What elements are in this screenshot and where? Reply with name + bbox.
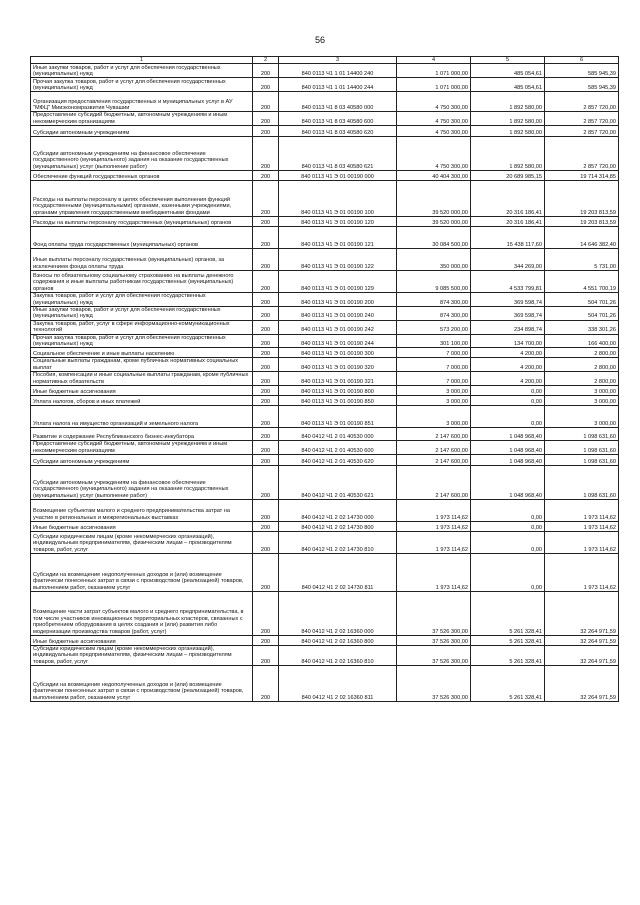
table-row xyxy=(31,635,619,645)
row-col5: 1 892 580,00 xyxy=(471,126,545,137)
row-col6: 14 646 382,40 xyxy=(545,227,619,249)
row-col5: 1 892 580,00 xyxy=(471,92,545,112)
row-name: Закупка товаров, работ, услуг в сфере информационно-коммуникационных технологий xyxy=(31,320,253,334)
row-col6: 585 945,39 xyxy=(545,64,619,78)
row-col4: 9 085 500,00 xyxy=(397,271,471,293)
row-col6: 2 857 720,00 xyxy=(545,126,619,137)
row-col4: 7 000,00 xyxy=(397,372,471,386)
row-name: Субсидии на возмещение недополученных доходов и (или) возмещение фактически понесенных затрат в связи с производством (реализацией) товаров, выполнением работ, оказанием услуг xyxy=(31,666,253,702)
row-col4: 4 750 300,00 xyxy=(397,92,471,112)
table-row xyxy=(31,217,619,227)
row-name: Пособия, компенсации и иные социальные выплаты гражданам, кроме публичных нормативных обязательств xyxy=(31,372,253,386)
row-code: 840 0412 Ч1 2 01 40530 620 xyxy=(279,454,397,465)
table-row xyxy=(31,428,619,441)
row-col2: 200 xyxy=(253,112,279,126)
row-code: 840 0113 Ч1 Э 01 00190 320 xyxy=(279,358,397,372)
row-col5: 1 048 968,40 xyxy=(471,454,545,465)
row-col6: 3 000,00 xyxy=(545,386,619,396)
column-header-1: 1 xyxy=(31,57,253,64)
column-header-3: 3 xyxy=(279,57,397,64)
row-col5: 20 689 985,15 xyxy=(471,171,545,181)
row-col5: 1 892 580,00 xyxy=(471,137,545,171)
row-col6: 1 098 631,60 xyxy=(545,454,619,465)
row-name: Социальное обеспечение и иные выплаты населению xyxy=(31,348,253,358)
row-code: 840 0412 Ч1 2 02 14730 000 xyxy=(279,499,397,521)
table-row xyxy=(31,406,619,428)
row-name: Субсидии на возмещение недополученных доходов и (или) возмещение фактически понесенных затрат в связи с производством (реализацией) товаров, выполнением работ, оказанием услуг xyxy=(31,553,253,591)
row-col4: 2 147 600,00 xyxy=(397,441,471,455)
row-col4: 4 750 300,00 xyxy=(397,112,471,126)
row-code: 840 0113 Ч1 Э 01 00190 122 xyxy=(279,249,397,271)
row-col6: 2 857 720,00 xyxy=(545,112,619,126)
row-col5: 4 200,00 xyxy=(471,348,545,358)
row-col6: 2 800,00 xyxy=(545,348,619,358)
row-col2: 200 xyxy=(253,307,279,321)
table-row xyxy=(31,137,619,171)
table-row xyxy=(31,348,619,358)
row-col6: 19 203 813,59 xyxy=(545,217,619,227)
row-col2: 200 xyxy=(253,78,279,92)
page-number: 56 xyxy=(314,35,325,45)
row-col2: 200 xyxy=(253,465,279,499)
row-col4: 2 147 600,00 xyxy=(397,428,471,441)
row-col6: 585 945,39 xyxy=(545,78,619,92)
row-col6: 504 701,26 xyxy=(545,307,619,321)
row-col6: 2 857 720,00 xyxy=(545,92,619,112)
row-col6: 2 800,00 xyxy=(545,372,619,386)
row-code: 840 0113 Ч1 8 03 40580 600 xyxy=(279,112,397,126)
row-col5: 20 316 186,41 xyxy=(471,181,545,217)
row-name: Прочая закупка товаров, работ и услуг для обеспечения государственных (муниципальных) нужд xyxy=(31,334,253,348)
row-col6: 1 973 114,62 xyxy=(545,499,619,521)
row-col2: 200 xyxy=(253,271,279,293)
row-col4: 30 084 500,00 xyxy=(397,227,471,249)
row-col5: 4 200,00 xyxy=(471,372,545,386)
row-col2: 200 xyxy=(253,92,279,112)
row-code: 840 0113 Ч1 Э 01 00190 300 xyxy=(279,348,397,358)
row-col5: 0,00 xyxy=(471,386,545,396)
row-code: 840 0113 Ч1 Э 01 00190 321 xyxy=(279,372,397,386)
row-col5: 234 898,74 xyxy=(471,320,545,334)
row-code: 840 0113 Ч1 Э 01 00190 100 xyxy=(279,181,397,217)
row-col5: 0,00 xyxy=(471,531,545,553)
table-header xyxy=(31,57,619,64)
row-code: 840 0412 Ч1 2 01 40530 000 xyxy=(279,428,397,441)
table-row xyxy=(31,499,619,521)
row-col4: 3 000,00 xyxy=(397,396,471,406)
table-row xyxy=(31,181,619,217)
table-row xyxy=(31,386,619,396)
row-name: Субсидии автономным учреждениям на финансовое обеспечение государственного (муниципального) задания на оказание государственных (муниципальных) услуг (выполнение работ) xyxy=(31,137,253,171)
row-col5: 344 269,00 xyxy=(471,249,545,271)
row-code: 840 0412 Ч1 2 01 40530 621 xyxy=(279,465,397,499)
row-col4: 7 000,00 xyxy=(397,348,471,358)
row-col5: 0,00 xyxy=(471,499,545,521)
row-name: Уплата налогов, сборов и иных платежей xyxy=(31,396,253,406)
row-col5: 15 438 117,60 xyxy=(471,227,545,249)
row-col4: 1 973 114,62 xyxy=(397,521,471,531)
row-code: 840 0412 Ч1 2 02 16360 810 xyxy=(279,645,397,665)
row-code: 840 0412 Ч1 2 02 16360 000 xyxy=(279,591,397,635)
row-col4: 1 973 114,62 xyxy=(397,553,471,591)
row-col6: 19 714 314,85 xyxy=(545,171,619,181)
column-header-4: 4 xyxy=(397,57,471,64)
row-col5: 1 048 968,40 xyxy=(471,428,545,441)
table-body xyxy=(31,64,619,702)
row-col5: 0,00 xyxy=(471,521,545,531)
row-name: Прочая закупка товаров, работ и услуг для обеспечения государственных (муниципальных) нужд xyxy=(31,78,253,92)
row-col2: 200 xyxy=(253,428,279,441)
row-col5: 1 048 968,40 xyxy=(471,465,545,499)
row-code: 840 0113 Ч1 Э 01 00190 242 xyxy=(279,320,397,334)
row-name: Иные закупки товаров, работ и услуг для обеспечения государственных (муниципальных) нужд xyxy=(31,307,253,321)
row-name: Иные бюджетные ассигнования xyxy=(31,521,253,531)
row-name: Предоставление субсидий бюджетным, автономным учреждениям и иным некоммерческим организациям xyxy=(31,112,253,126)
row-col4: 301 100,00 xyxy=(397,334,471,348)
table-row xyxy=(31,78,619,92)
row-col4: 3 000,00 xyxy=(397,386,471,396)
row-code: 840 0113 Ч1 1 01 14400 240 xyxy=(279,64,397,78)
row-col6: 32 264 971,59 xyxy=(545,666,619,702)
row-col2: 200 xyxy=(253,358,279,372)
row-code: 840 0113 Ч1 Э 01 00190 851 xyxy=(279,406,397,428)
table-row xyxy=(31,112,619,126)
row-col2: 200 xyxy=(253,320,279,334)
row-col6: 1 973 114,62 xyxy=(545,531,619,553)
row-col6: 1 973 114,62 xyxy=(545,521,619,531)
row-code: 840 0113 Ч1 Э 01 00190 000 xyxy=(279,171,397,181)
table-row xyxy=(31,92,619,112)
row-col4: 3 000,00 xyxy=(397,406,471,428)
row-code: 840 0113 Ч1 Э 01 00190 121 xyxy=(279,227,397,249)
row-col5: 20 316 186,41 xyxy=(471,217,545,227)
row-col2: 200 xyxy=(253,348,279,358)
row-name: Организация предоставления государственных и муниципальных услуг в АУ "МФЦ" Мииэкономразвития Чувашии xyxy=(31,92,253,112)
row-col4: 1 973 114,62 xyxy=(397,531,471,553)
row-col4: 40 404 300,00 xyxy=(397,171,471,181)
row-col4: 573 200,00 xyxy=(397,320,471,334)
row-col2: 200 xyxy=(253,591,279,635)
row-col5: 0,00 xyxy=(471,406,545,428)
row-col4: 2 147 600,00 xyxy=(397,454,471,465)
table-row xyxy=(31,591,619,635)
row-col6: 4 551 700,19 xyxy=(545,271,619,293)
row-col2: 200 xyxy=(253,645,279,665)
row-name: Субсидии автономным учреждениям на финансовое обеспечение государственного (муниципального) задания на оказание государственных (муниципальных) услуг (выполнение работ) xyxy=(31,465,253,499)
row-name: Иные бюджетные ассигнования xyxy=(31,386,253,396)
row-code: 840 0412 Ч1 2 02 14730 800 xyxy=(279,521,397,531)
column-header-5: 5 xyxy=(471,57,545,64)
row-code: 840 0412 Ч1 2 01 40530 600 xyxy=(279,441,397,455)
row-col4: 37 526 300,00 xyxy=(397,591,471,635)
row-name: Развитие и содержание Республиканского бизнес-инкубатора xyxy=(31,428,253,441)
row-col2: 200 xyxy=(253,227,279,249)
row-name: Возмещение части затрат субъектов малого и среднего предпринимательства, в том числе участников инновационных территориальных кластеров, связанных с приобретением оборудования в целях создания и (или) развития либо модернизации производства товаров (работ, услуг) xyxy=(31,591,253,635)
row-col6: 2 857 720,00 xyxy=(545,137,619,171)
row-code: 840 0113 Ч1 8 03 40580 620 xyxy=(279,126,397,137)
row-col2: 200 xyxy=(253,372,279,386)
row-col4: 350 000,00 xyxy=(397,249,471,271)
row-col2: 200 xyxy=(253,64,279,78)
row-col2: 200 xyxy=(253,553,279,591)
row-col5: 369 598,74 xyxy=(471,293,545,307)
budget-table xyxy=(30,56,619,702)
table-row xyxy=(31,334,619,348)
table-row xyxy=(31,454,619,465)
row-col2: 200 xyxy=(253,521,279,531)
row-code: 840 0113 Ч1 Э 01 00190 200 xyxy=(279,293,397,307)
row-name: Субсидии юридическим лицам (кроме некоммерческих организаций), индивидуальным предпринимателям, физическим лицам – производителям товаров, работ, услуг xyxy=(31,531,253,553)
table-row xyxy=(31,271,619,293)
row-name: Социальные выплаты гражданам, кроме публичных нормативных социальных выплат xyxy=(31,358,253,372)
row-col6: 5 731,00 xyxy=(545,249,619,271)
row-col2: 200 xyxy=(253,334,279,348)
row-name: Фонд оплаты труда государственных (муниципальных) органов xyxy=(31,227,253,249)
row-name: Взносы по обязательному социальному страхованию на выплаты денежного содержания и иные выплаты работникам государственных (муниципальных) органов xyxy=(31,271,253,293)
table-row xyxy=(31,171,619,181)
table-row xyxy=(31,396,619,406)
table-row xyxy=(31,645,619,665)
table-row xyxy=(31,64,619,78)
row-code: 840 0113 Ч1 Э 01 00190 129 xyxy=(279,271,397,293)
row-code: 840 0113 Ч1 Э 01 00190 120 xyxy=(279,217,397,227)
row-col4: 874 300,00 xyxy=(397,293,471,307)
row-col5: 1 892 580,00 xyxy=(471,112,545,126)
column-header-6: 6 xyxy=(545,57,619,64)
row-col4: 39 520 000,00 xyxy=(397,217,471,227)
row-col6: 32 264 971,59 xyxy=(545,591,619,635)
row-name: Субсидии юридическим лицам (кроме некоммерческих организаций), индивидуальным предпринимателям, физическим лицам – производителям товаров, работ, услуг xyxy=(31,645,253,665)
row-col4: 37 526 300,00 xyxy=(397,635,471,645)
row-name: Субсидии автономным учреждениям xyxy=(31,126,253,137)
table-row xyxy=(31,521,619,531)
row-col5: 0,00 xyxy=(471,396,545,406)
row-col6: 32 264 971,59 xyxy=(545,645,619,665)
row-col2: 200 xyxy=(253,406,279,428)
row-code: 840 0412 Ч1 2 02 14730 811 xyxy=(279,553,397,591)
row-col2: 200 xyxy=(253,217,279,227)
row-col2: 200 xyxy=(253,293,279,307)
row-col2: 200 xyxy=(253,396,279,406)
row-col5: 5 261 328,41 xyxy=(471,666,545,702)
row-col6: 32 264 971,59 xyxy=(545,635,619,645)
row-col4: 4 750 300,00 xyxy=(397,137,471,171)
row-code: 840 0113 Ч1 8 03 40580 000 xyxy=(279,92,397,112)
row-col4: 874 300,00 xyxy=(397,307,471,321)
row-col5: 485 054,61 xyxy=(471,64,545,78)
row-name: Возмещение субъектам малого и среднего предпринимательства затрат на участие в региональных и межрегиональных выставках xyxy=(31,499,253,521)
table-row xyxy=(31,666,619,702)
row-code: 840 0113 Ч1 Э 01 00190 800 xyxy=(279,386,397,396)
table-row xyxy=(31,531,619,553)
row-name: Иные закупки товаров, работ и услуг для обеспечения государственных (муниципальных) нужд xyxy=(31,64,253,78)
row-col2: 200 xyxy=(253,441,279,455)
row-col2: 200 xyxy=(253,126,279,137)
row-code: 840 0113 Ч1 Э 01 00190 240 xyxy=(279,307,397,321)
row-col6: 1 098 631,60 xyxy=(545,428,619,441)
row-col6: 338 301,26 xyxy=(545,320,619,334)
row-col4: 1 973 114,62 xyxy=(397,499,471,521)
row-col6: 1 098 631,60 xyxy=(545,441,619,455)
row-name: Расходы на выплаты персоналу в целях обеспечения выполнения функций государственными (муниципальными) органами, казенными учреждениями, органами управления государственными внебюджетными фондами xyxy=(31,181,253,217)
row-col4: 1 071 000,00 xyxy=(397,64,471,78)
row-code: 840 0113 Ч1 8 03 40580 621 xyxy=(279,137,397,171)
table-row xyxy=(31,307,619,321)
row-code: 840 0113 Ч1 Э 01 00190 850 xyxy=(279,396,397,406)
row-col2: 200 xyxy=(253,137,279,171)
row-col5: 4 533 799,81 xyxy=(471,271,545,293)
row-col2: 200 xyxy=(253,635,279,645)
row-name: Иные бюджетные ассигнования xyxy=(31,635,253,645)
row-col5: 0,00 xyxy=(471,553,545,591)
table-row xyxy=(31,249,619,271)
row-col5: 5 261 328,41 xyxy=(471,635,545,645)
row-col5: 369 598,74 xyxy=(471,307,545,321)
row-col2: 200 xyxy=(253,386,279,396)
row-col2: 200 xyxy=(253,666,279,702)
row-col6: 3 000,00 xyxy=(545,396,619,406)
row-name: Закупка товаров, работ и услуг для обеспечения государственных (муниципальных) нужд xyxy=(31,293,253,307)
row-col2: 200 xyxy=(253,454,279,465)
row-col6: 1 098 631,60 xyxy=(545,465,619,499)
table-row xyxy=(31,227,619,249)
header-row xyxy=(31,57,619,64)
row-name: Обеспечение функций государственных органов xyxy=(31,171,253,181)
table-row xyxy=(31,553,619,591)
row-name: Предоставление субсидий бюджетным, автономным учреждениям и иным некоммерческим организациям xyxy=(31,441,253,455)
row-col6: 3 000,00 xyxy=(545,406,619,428)
row-col6: 166 400,00 xyxy=(545,334,619,348)
row-col5: 485 054,61 xyxy=(471,78,545,92)
row-col5: 5 261 328,41 xyxy=(471,645,545,665)
row-col5: 1 048 968,40 xyxy=(471,441,545,455)
row-col4: 37 526 300,00 xyxy=(397,645,471,665)
table-row xyxy=(31,358,619,372)
row-col2: 200 xyxy=(253,531,279,553)
row-name: Уплата налога на имущество организаций и земельного налога xyxy=(31,406,253,428)
row-col4: 1 071 000,00 xyxy=(397,78,471,92)
row-col6: 1 973 114,62 xyxy=(545,553,619,591)
table-row xyxy=(31,465,619,499)
row-col2: 200 xyxy=(253,181,279,217)
row-col6: 2 800,00 xyxy=(545,358,619,372)
table-row xyxy=(31,293,619,307)
row-col5: 134 700,00 xyxy=(471,334,545,348)
table-row xyxy=(31,126,619,137)
row-name: Иные выплаты персоналу государственных (муниципальных) органов, за исключением фонда оплаты труда xyxy=(31,249,253,271)
table-row xyxy=(31,441,619,455)
row-col6: 504 701,26 xyxy=(545,293,619,307)
table-row xyxy=(31,372,619,386)
row-col2: 200 xyxy=(253,249,279,271)
row-code: 840 0412 Ч1 2 02 14730 810 xyxy=(279,531,397,553)
row-col4: 7 000,00 xyxy=(397,358,471,372)
row-col4: 37 526 300,00 xyxy=(397,666,471,702)
row-col5: 5 261 328,41 xyxy=(471,591,545,635)
row-code: 840 0412 Ч1 2 02 16360 811 xyxy=(279,666,397,702)
row-col4: 39 520 000,00 xyxy=(397,181,471,217)
row-col2: 200 xyxy=(253,171,279,181)
row-col4: 2 147 600,00 xyxy=(397,465,471,499)
row-name: Субсидии автономным учреждениям xyxy=(31,454,253,465)
row-col5: 4 200,00 xyxy=(471,358,545,372)
row-col2: 200 xyxy=(253,499,279,521)
row-code: 840 0412 Ч1 2 02 16360 800 xyxy=(279,635,397,645)
row-col4: 4 750 300,00 xyxy=(397,126,471,137)
column-header-2: 2 xyxy=(253,57,279,64)
table-row xyxy=(31,320,619,334)
row-name: Расходы на выплаты персоналу государственных (муниципальных) органов xyxy=(31,217,253,227)
row-code: 840 0113 Ч1 Э 01 00190 244 xyxy=(279,334,397,348)
row-code: 840 0113 Ч1 1 01 14400 244 xyxy=(279,78,397,92)
row-col6: 19 203 813,59 xyxy=(545,181,619,217)
